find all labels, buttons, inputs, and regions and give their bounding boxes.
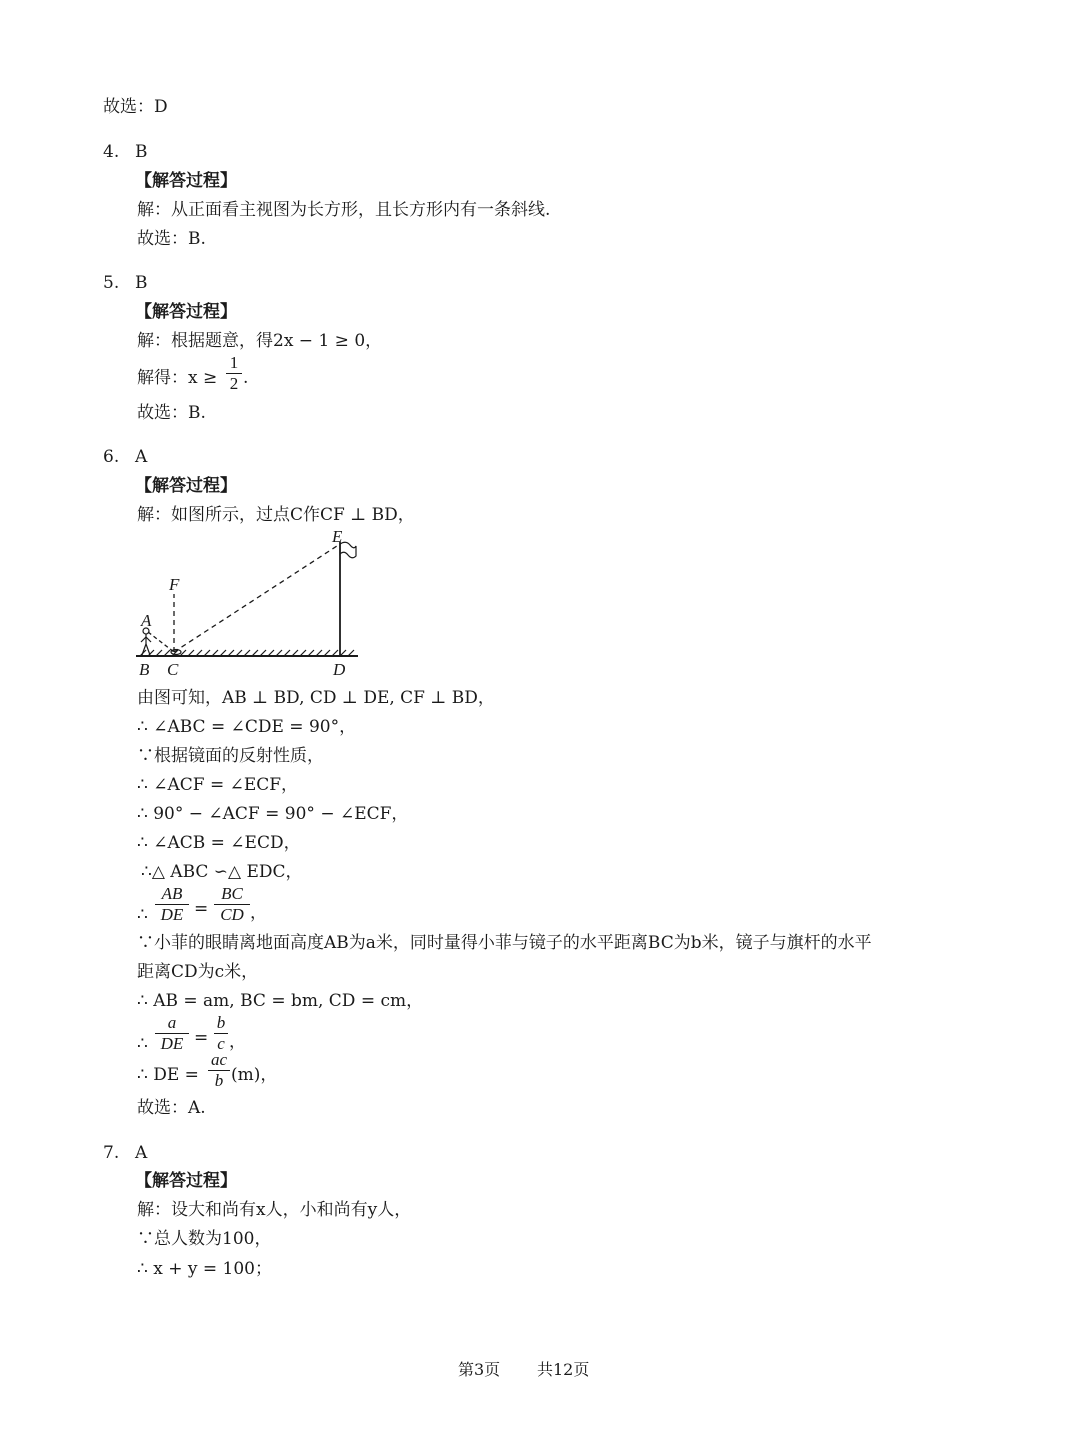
solution-step: ∴ ∠ABC = ∠CDE = 90°， [137, 717, 357, 737]
mirror-flagpole-diagram [130, 528, 370, 678]
fraction-ab-de [155, 885, 189, 924]
fraction-ac-b [208, 1051, 230, 1090]
result-suffix: (m)， [231, 1065, 278, 1085]
question-number-7: 7. [103, 1143, 120, 1163]
label-b: B [139, 660, 150, 678]
fraction-a-de [155, 1014, 189, 1053]
question-number-5: 5. [103, 273, 120, 293]
label-d: D [333, 660, 346, 678]
equals-sign: = [194, 1028, 209, 1048]
solution-step: ∴ 90° − ∠ACF = 90° − ∠ECF， [137, 804, 409, 824]
label-f: F [169, 575, 180, 594]
solution-line: 解：从正面看主视图为长方形，且长方形内有一条斜线. [137, 200, 551, 220]
fraction-denominator: DE [160, 905, 184, 924]
fraction-denominator: c [217, 1034, 225, 1053]
fraction-numerator: AB [161, 884, 183, 903]
solution-line: ∵总人数为100， [137, 1229, 272, 1249]
solution-step: ∴ ∠ACF = ∠ECF， [137, 775, 299, 795]
comma: ， [229, 1032, 246, 1052]
label-e: E [332, 528, 343, 546]
assignment-line: ∴ AB = am, BC = bm, CD = cm， [137, 991, 424, 1011]
solution-line: 解：如图所示，过点C作CF ⊥ BD， [137, 505, 415, 525]
fraction-denominator: DE [160, 1034, 184, 1053]
fraction-bc-cd [214, 885, 250, 924]
fraction-numerator: ac [210, 1050, 228, 1069]
fraction-one-half [226, 354, 242, 393]
solution-line: 故选：B. [137, 229, 206, 249]
fraction-numerator: 1 [229, 353, 239, 372]
solution-line: 解得：x ≥ [137, 368, 218, 388]
label-c: C [167, 660, 179, 678]
question-answer-6: A [135, 447, 148, 467]
solution-line: 故选：B. [137, 403, 206, 423]
comma: ， [250, 903, 267, 923]
solution-line: ∴ x + y = 100； [137, 1259, 272, 1279]
therefore-symbol: ∴ [137, 905, 148, 925]
period: . [243, 368, 249, 388]
solution-step: 由图可知，AB ⊥ BD, CD ⊥ DE, CF ⊥ BD， [137, 688, 495, 708]
result-prefix: ∴ DE = [137, 1065, 199, 1085]
solution-line: 解：设大和尚有x人，小和尚有y人， [137, 1200, 412, 1220]
conclusion-line: 故选：A. [137, 1098, 206, 1118]
therefore-symbol: ∴ [137, 1034, 148, 1054]
fraction-numerator: a [167, 1013, 177, 1032]
solution-heading-6: 【解答过程】 [135, 476, 237, 496]
solution-heading-4: 【解答过程】 [135, 171, 237, 191]
solution-heading-5: 【解答过程】 [135, 302, 237, 322]
fraction-b-c [214, 1014, 228, 1053]
page-number: 第3页 [458, 1360, 501, 1379]
fraction-denominator: 2 [229, 374, 239, 393]
question-answer-7: A [135, 1143, 148, 1163]
question-number-6: 6. [103, 447, 120, 467]
solution-step: ∵根据镜面的反射性质， [137, 746, 324, 766]
label-a: A [141, 611, 152, 630]
solution-step: ∴ ∠ACB = ∠ECD， [137, 833, 301, 853]
condition-line: ∵小菲的眼睛离地面高度AB为a米，同时量得小菲与镜子的水平距离BC为b米，镜子与旗杆的水平 [137, 933, 872, 953]
question-answer-4: B [135, 142, 148, 162]
solution-step: ∴△ ABC ∽△ EDC， [141, 862, 303, 882]
page-total: 共12页 [537, 1360, 590, 1379]
equals-sign: = [194, 899, 209, 919]
fraction-denominator: CD [220, 905, 244, 924]
condition-line: 距离CD为c米， [137, 962, 259, 982]
question-answer-5: B [135, 273, 148, 293]
question-number-4: 4. [103, 142, 120, 162]
solution-heading-7: 【解答过程】 [135, 1171, 237, 1191]
solution-line: 解：根据题意，得2x − 1 ≥ 0， [137, 331, 383, 351]
fraction-numerator: BC [221, 884, 243, 903]
fraction-denominator: b [214, 1071, 224, 1090]
prev-answer-line: 故选：D [103, 97, 168, 117]
fraction-numerator: b [216, 1013, 226, 1032]
